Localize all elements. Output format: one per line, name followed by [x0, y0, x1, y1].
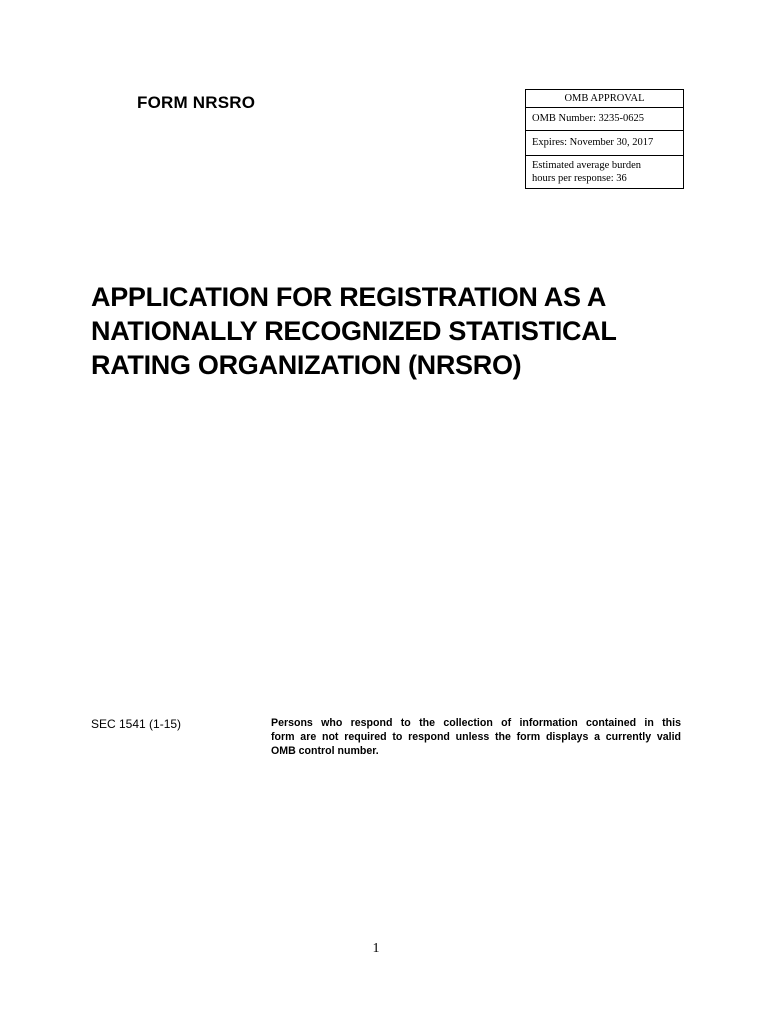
page-number: 1: [372, 941, 380, 956]
document-title: [91, 280, 711, 382]
sec-form-code: SEC 1541 (1-15): [91, 717, 182, 731]
form-label: FORM NRSRO: [137, 93, 256, 112]
omb-number: OMB Number: 3235-0625: [526, 108, 683, 131]
title-line-3: RATING ORGANIZATION (NRSRO): [91, 350, 522, 380]
omb-burden-line-1: Estimated average burden: [532, 160, 642, 171]
omb-approval-header: OMB APPROVAL: [526, 90, 683, 108]
notice-line-1: Persons who respond to the collection of information contained in this: [271, 717, 681, 729]
omb-burden-estimate: [526, 156, 683, 188]
omb-approval-box: [525, 89, 684, 189]
omb-expiration: Expires: November 30, 2017: [526, 131, 683, 156]
omb-burden-line-2: hours per response: 36: [532, 173, 627, 184]
title-line-2: NATIONALLY RECOGNIZED STATISTICAL: [91, 316, 617, 346]
paperwork-notice: [271, 716, 681, 758]
notice-line-2: form are not required to respond unless the form displays a currently valid: [271, 731, 681, 743]
title-line-1: APPLICATION FOR REGISTRATION AS A: [91, 282, 607, 312]
notice-line-3: OMB control number.: [271, 745, 379, 757]
